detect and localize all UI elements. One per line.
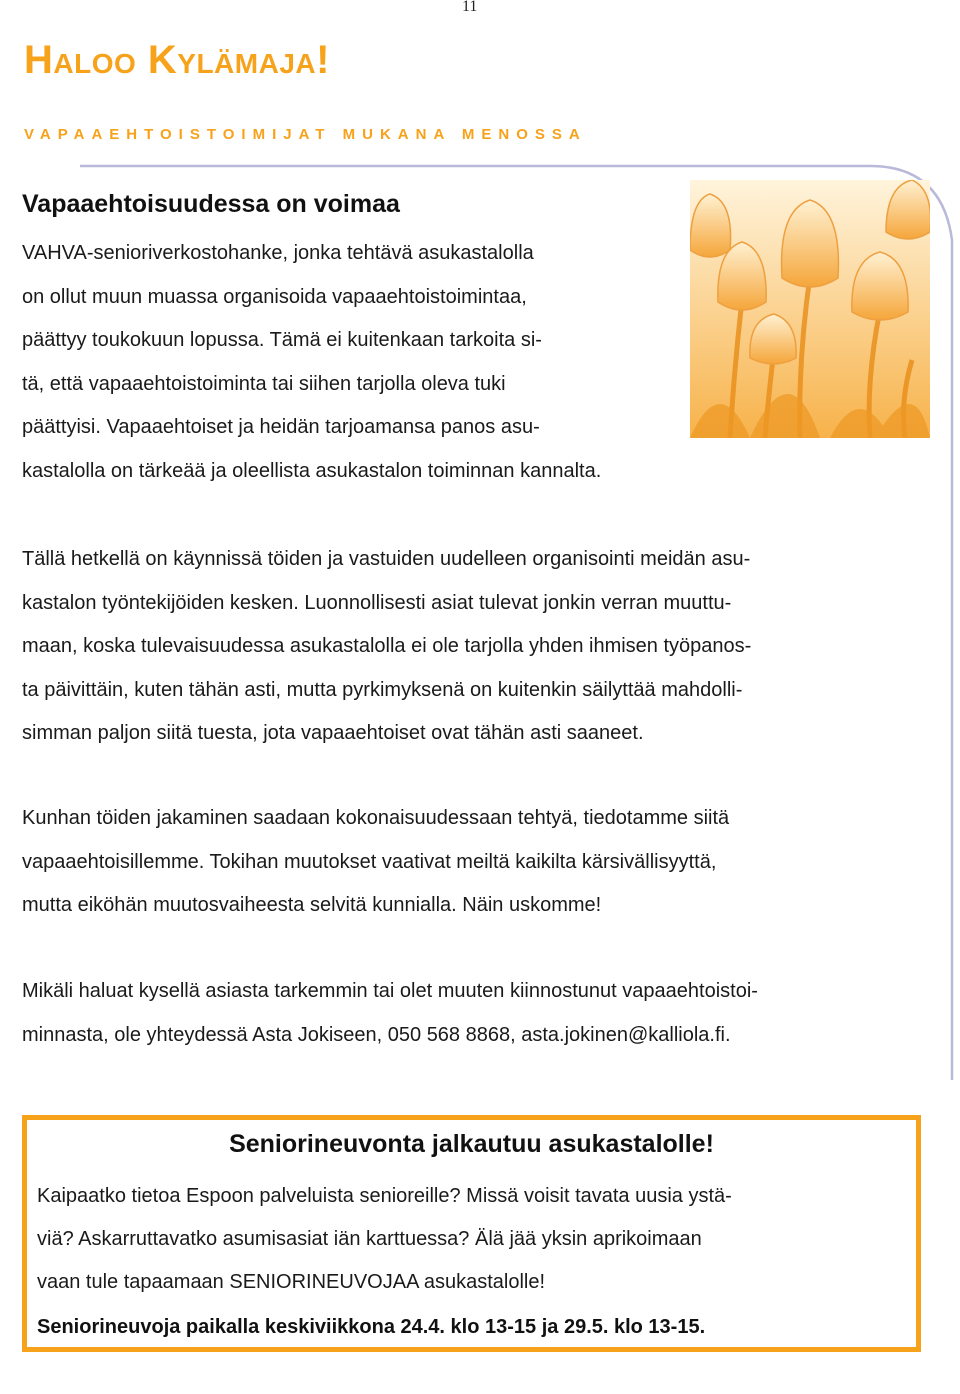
text-line: Kunhan töiden jakaminen saadaan kokonaisuudessaan tehtyä, tiedotamme siitä: [22, 807, 730, 829]
tulip-photo: [690, 180, 930, 438]
text-line: maan, koska tulevaisuudessa asukastalolla ei ole tarjolla yhden ihmisen työpanos-: [22, 635, 752, 657]
article-paragraph-1: [22, 232, 682, 493]
article-title: Vapaaehtoisuudessa on voimaa: [22, 190, 400, 218]
magazine-title: Haloo Kylämaja!: [24, 38, 330, 82]
text-line: Mikäli haluat kysellä asiasta tarkemmin tai olet muuten kiinnostunut vapaaehtoistoi-: [22, 980, 758, 1002]
article-paragraph-3: [22, 797, 942, 928]
page-number: 11: [462, 0, 478, 15]
text-line: on ollut muun muassa organisoida vapaaehtoistoimintaa,: [22, 285, 527, 308]
text-line: vapaaehtoisillemme. Tokihan muutokset vaativat meiltä kaikilta kärsivällisyyttä,: [22, 850, 717, 873]
text-line: ta päivittäin, kuten tähän asti, mutta pyrkimyksenä on kuitenkin säilyttää mahdolli-: [22, 678, 743, 701]
text-line: kastalon työntekijöiden kesken. Luonnollisesti asiat tulevat jonkin verran muuttu-: [22, 591, 732, 614]
text-line: minnasta, ole yhteydessä Asta Jokiseen, 050 568 8868, asta.jokinen@kalliola.fi.: [22, 1023, 731, 1046]
box-highlight: Seniorineuvoja paikalla keskiviikkona 24.4. klo 13-15 ja 29.5. klo 13-15.: [37, 1316, 706, 1338]
text-line: VAHVA-senioriverkostohanke, jonka tehtävä asukastalolla: [22, 242, 534, 264]
text-line: Tällä hetkellä on käynnissä töiden ja vastuiden uudelleen organisointi meidän asu-: [22, 548, 751, 570]
text-line: Kaipaatko tietoa Espoon palveluista senioreille? Missä voisit tavata uusia ystä-: [37, 1185, 732, 1207]
article-paragraph-4: [22, 970, 947, 1057]
text-line: kastalolla on tärkeää ja oleellista asukastalon toiminnan kannalta.: [22, 459, 602, 482]
text-line: päättyisi. Vapaaehtoiset ja heidän tarjoamansa panos asu-: [22, 416, 540, 438]
text-line: simman paljon siitä tuesta, jota vapaaehtoiset ovat tähän asti saaneet.: [22, 722, 644, 744]
article-paragraph-2: [22, 538, 942, 756]
text-line: vaan tule tapaamaan SENIORINEUVOJAA asukastalolle!: [37, 1271, 546, 1293]
senior-advice-box: [22, 1115, 921, 1352]
box-text: [37, 1175, 907, 1304]
text-line: tä, että vapaaehtoistoiminta tai siihen tarjolla oleva tuki: [22, 372, 506, 395]
text-line: mutta eiköhän muutosvaiheesta selvitä kunnialla. Näin uskomme!: [22, 894, 602, 916]
text-line: viä? Askarruttavatko asumisasiat iän karttuessa? Älä jää yksin aprikoimaan: [37, 1228, 702, 1250]
section-subtitle: VAPAAEHTOISTOIMIJAT MUKANA MENOSSA: [24, 126, 587, 143]
text-line: päättyy toukokuun lopussa. Tämä ei kuitenkaan tarkoita si-: [22, 329, 542, 351]
box-title: Seniorineuvonta jalkautuu asukastalolle!: [229, 1130, 714, 1158]
